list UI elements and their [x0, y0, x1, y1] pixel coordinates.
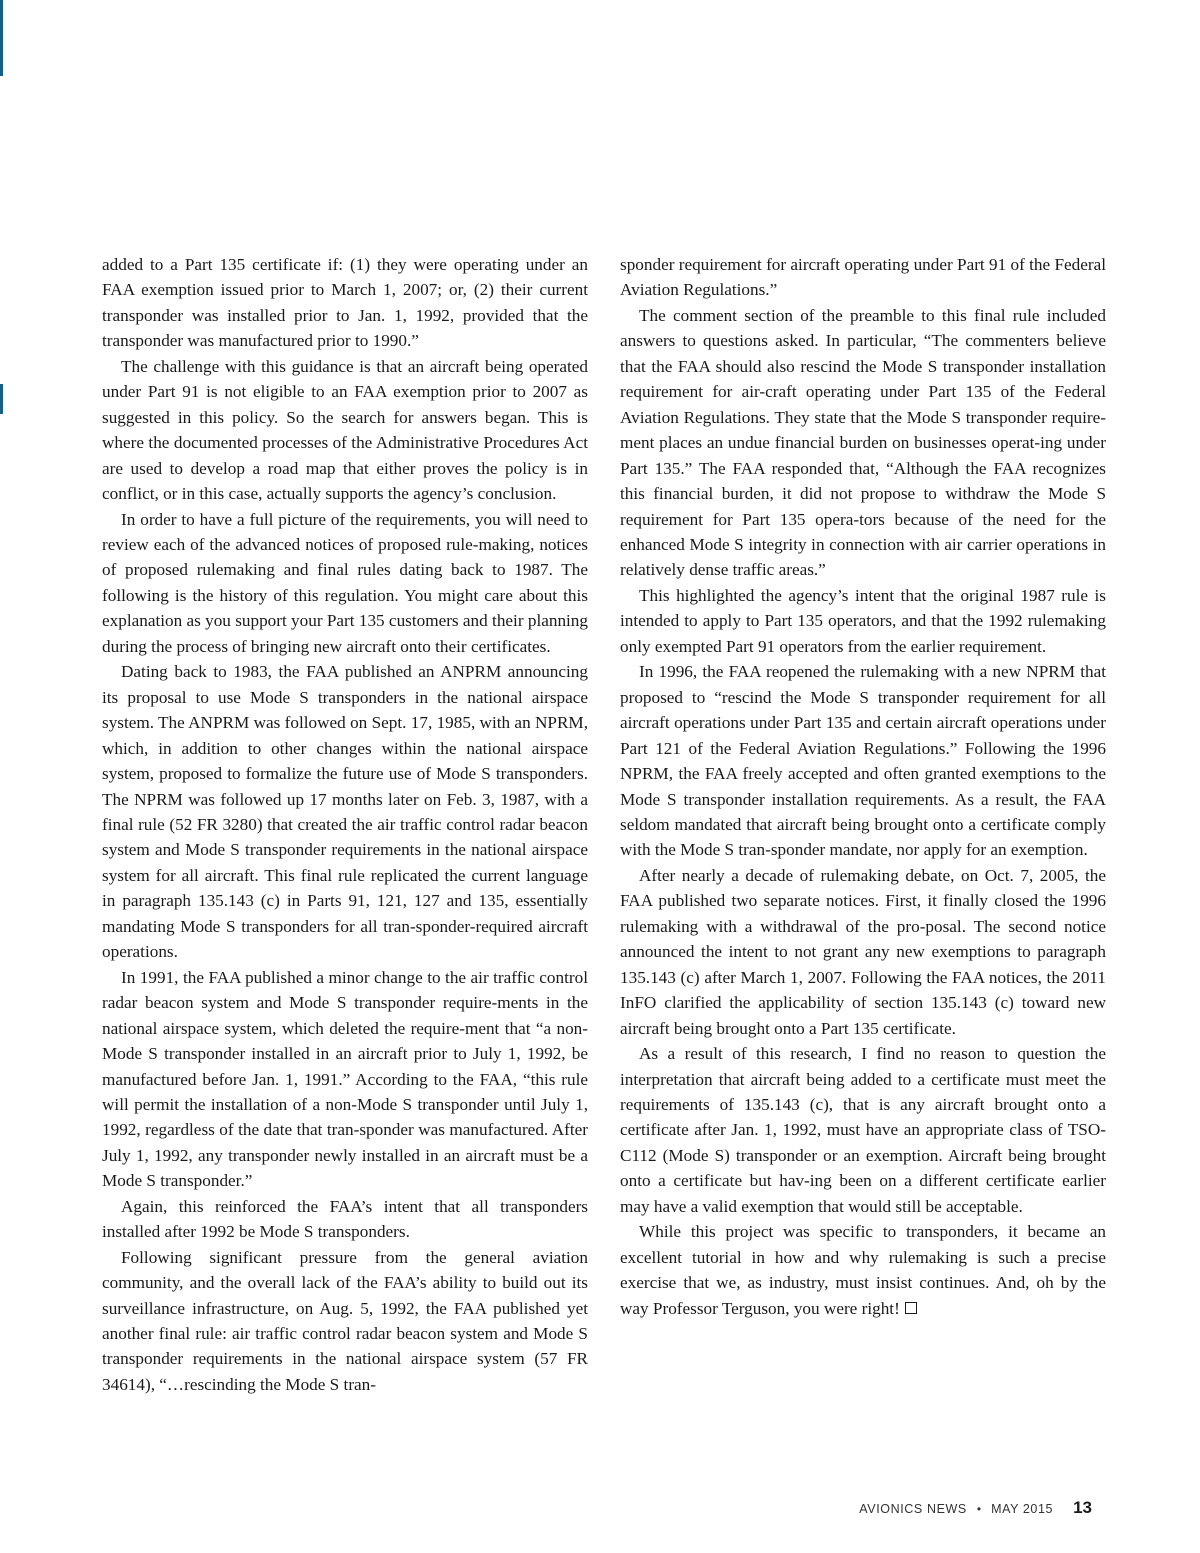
paragraph: The comment section of the preamble to this final rule included answers to questions asked. In particular, “The commenters believe that the FAA should also rescind the Mode S transponder installation requirement for air-craft operating under Part 135 of the Federal Aviation Regulations. They state that the Mode S transponder require-ment places an undue financial burden on businesses operat-ing under Part 135.” The FAA responded that, “Although the FAA recognizes this financial burden, it did not propose to withdraw the Mode S requirement for Part 135 opera-tors because of the need for the enhanced Mode S integrity in connection with air carrier operations in relatively dense traffic areas.” [620, 305, 1106, 580]
paragraph: Following significant pressure from the general aviation community, and the overall lack of the FAA’s ability to build out its surveillance infrastructure, on Aug. 5, 1992, the FAA published yet another final rule: air traffic control radar beacon system and Mode S transponder requirements in the national airspace system (57 FR 34614), “…rescinding the Mode S tran- [102, 1247, 588, 1394]
paragraph: In order to have a full picture of the requirements, you will need to review each of the advanced notices of proposed rule-making, notices of proposed rulemaking and final rules dating back to 1987. The following is the history of this regulation. You might care about this explanation as you support your Part 135 customers and their planning during the process of bringing new aircraft onto their certificates. [102, 509, 588, 656]
publication-name: AVIONICS NEWS [859, 1502, 967, 1516]
page-number: 13 [1073, 1498, 1092, 1517]
final-paragraph-text: While this project was specific to transponders, it became an excellent tutorial in how and why rulemaking is such a precise exercise that we, as industry, must insist continues. And, oh by the way Professor Terguson, you were right! [620, 1222, 1106, 1318]
paragraph: This highlighted the agency’s intent that the original 1987 rule is intended to apply to Part 135 operators, and that the 1992 rulemaking only exempted Part 91 operators from the earlier requirement. [620, 585, 1106, 656]
paragraph: In 1996, the FAA reopened the rulemaking with a new NPRM that proposed to “rescind the Mode S transponder requirement for all aircraft operations under Part 135 and certain aircraft operations under Part 121 of the Federal Aviation Regulations.” Following the 1996 NPRM, the FAA freely accepted and often granted exemptions to the Mode S transponder installation requirements. As a result, the FAA seldom mandated that aircraft being brought onto a certificate comply with the Mode S tran-sponder mandate, nor apply for an exemption. [620, 662, 1106, 860]
article-right-column [620, 252, 1106, 1321]
edge-mark-top [0, 0, 3, 76]
paragraph: After nearly a decade of rulemaking debate, on Oct. 7, 2005, the FAA published two separate notices. First, it finally closed the 1996 rulemaking with a withdrawal of the pro-posal. The second notice announced the intent to not grant any new exemptions to paragraph 135.143 (c) after March 1, 2007. Following the FAA notices, the 2011 InFO clarified the applicability of section 135.143 (c) toward new aircraft being brought onto a Part 135 certificate. [620, 865, 1106, 1038]
paragraph: added to a Part 135 certificate if: (1) they were operating under an FAA exemption issued prior to March 1, 2007; or, (2) their current transponder was installed prior to Jan. 1, 1992, provided that the transponder was manufactured prior to 1990.” [102, 255, 588, 351]
paragraph: As a result of this research, I find no reason to question the interpretation that aircraft being added to a certificate must meet the requirements of 135.143 (c), that is any aircraft brought onto a certificate after Jan. 1, 1992, must have an appropriate class of TSO-C112 (Mode S) transponder or an exemption. Aircraft being brought onto a certificate but hav-ing been on a different certificate earlier may have a valid exemption that would still be acceptable. [620, 1044, 1106, 1216]
end-of-article-icon [905, 1302, 917, 1314]
paragraph: Dating back to 1983, the FAA published an ANPRM announcing its proposal to use Mode S transponders in the national airspace system. The ANPRM was followed on Sept. 17, 1985, with an NPRM, which, in addition to other changes within the national airspace system, proposed to formalize the future use of Mode S transponders. The NPRM was followed up 17 months later on Feb. 3, 1987, with a final rule (52 FR 3280) that created the air traffic control radar beacon system and Mode S transponder requirements in the national airspace system for all aircraft. This final rule replicated the current language in paragraph 135.143 (c) in Parts 91, 121, 127 and 135, essentially mandating Mode S transponders for all tran-sponder-required aircraft operations. [102, 662, 588, 962]
footer-separator: • [976, 1502, 982, 1516]
edge-mark-middle [0, 384, 3, 414]
paragraph: The challenge with this guidance is that an aircraft being operated under Part 91 is not eligible to an FAA exemption prior to 2007 as suggested in this policy. So the search for answers began. This is where the documented processes of the Administrative Procedures Act are used to develop a road map that either proves the policy is in conflict, or in this case, actually supports the agency’s conclusion. [102, 356, 588, 504]
article-left-column [102, 252, 588, 1397]
page-footer [859, 1498, 1092, 1518]
paragraph: sponder requirement for aircraft operating under Part 91 of the Federal Aviation Regulations.” [620, 255, 1106, 300]
issue-date: MAY 2015 [991, 1502, 1054, 1516]
final-paragraph [620, 1219, 1106, 1321]
paragraph: Again, this reinforced the FAA’s intent that all transponders installed after 1992 be Mode S transponders. [102, 1196, 588, 1242]
paragraph: In 1991, the FAA published a minor change to the air traffic control radar beacon system and Mode S transponder require-ments in the national airspace system, which deleted the require-ment that “a non-Mode S transponder installed in an aircraft prior to July 1, 1992, be manufactured before Jan. 1, 1991.” According to the FAA, “this rule will permit the installation of a non-Mode S transponder until July 1, 1992, regardless of the date that tran-sponder was manufactured. After July 1, 1992, any transponder newly installed in an aircraft must be a Mode S transponder.” [102, 967, 588, 1191]
